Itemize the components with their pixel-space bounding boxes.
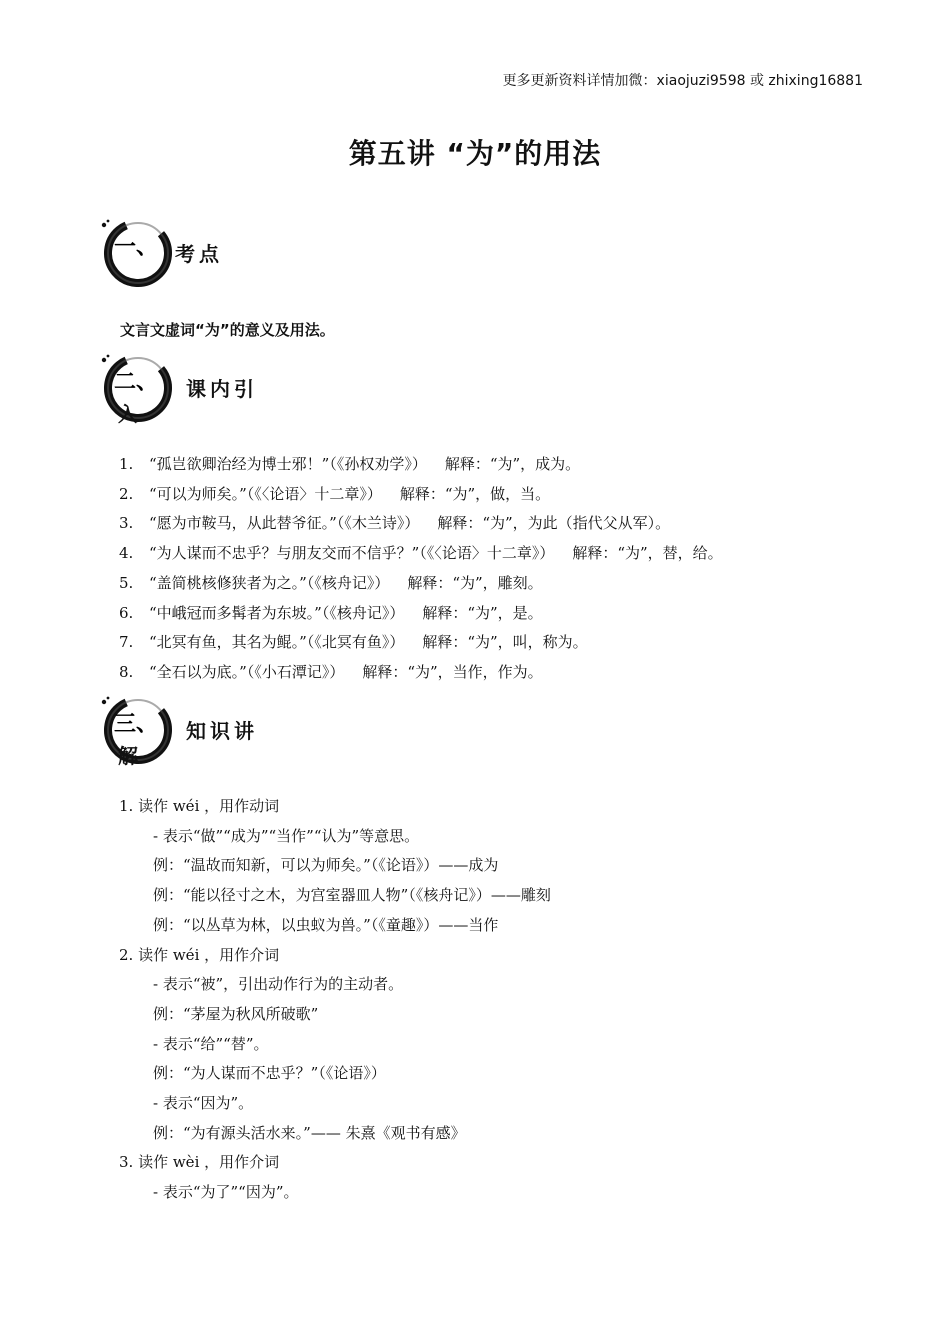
- section-title-overflow: 入: [118, 402, 138, 426]
- list-item: [119, 513, 670, 533]
- header-note: 更多更新资料详情加微：xiaojuzi9598 或 zhixing16881: [502, 73, 863, 89]
- list-item-explanation: 解释：“为”，叫，称为。: [422, 633, 588, 652]
- knowledge-detail-line: - 表示“被”，引出动作行为的主动者。: [153, 975, 404, 994]
- section-title-kaodian: 考点: [175, 242, 223, 266]
- list-item-quote: “为人谋而不忠乎？与朋友交而不信乎？”（《〈论语〉十二章》）: [149, 544, 555, 563]
- list-item: [119, 603, 543, 623]
- section-number: 二、: [114, 370, 159, 395]
- section-badge-3: [98, 694, 182, 778]
- knowledge-detail-line: 例：“以丛草为林，以虫蚁为兽。”（《童趣》）——当作: [153, 915, 499, 934]
- knowledge-detail-line: - 表示“为了”“因为”。: [153, 1183, 299, 1202]
- knowledge-detail-line: 例：“为有源头活水来。”—— 朱熹《观书有感》: [153, 1123, 466, 1142]
- knowledge-heading-line: 3. 读作 wèi ，用作介词: [119, 1153, 280, 1172]
- knowledge-detail-line: 例：“为人谋而不忠乎？”（《论语》）: [153, 1064, 386, 1083]
- list-item-quote: “愿为市鞍马，从此替爷征。”（《木兰诗》）: [149, 514, 420, 533]
- list-item-explanation: 解释：“为”，成为。: [444, 455, 581, 473]
- list-item: [119, 484, 550, 504]
- section-title-zhishi: 知识讲: [186, 719, 258, 743]
- list-item-number: 5.: [119, 573, 134, 592]
- list-item-number: 1.: [119, 455, 134, 473]
- section-number: 三、: [114, 712, 159, 737]
- list-item-explanation: 解释：“为”，雕刻。: [407, 573, 543, 592]
- list-item-number: 7.: [119, 633, 134, 652]
- knowledge-detail-line: - 表示“做”“成为”“当作”“认为”等意思。: [153, 826, 420, 845]
- list-item-explanation: 解释：“为”，是。: [422, 603, 543, 622]
- knowledge-detail-line: 例：“温故而知新，可以为师矣。”（《论语》）——成为: [153, 856, 499, 875]
- list-item-quote: “北冥有鱼，其名为鲲。”（《北冥有鱼》）: [149, 633, 405, 652]
- list-item-quote: “全石以为底。”（《小石潭记》）: [149, 662, 345, 681]
- knowledge-detail-line: 例：“能以径寸之木，为宫室器皿人物”（《核舟记》）——雕刻: [153, 886, 551, 905]
- list-item-explanation: 解释：“为”，替，给。: [572, 544, 723, 563]
- section-number: 一、: [114, 235, 159, 260]
- section-title-overflow: 解: [118, 744, 138, 768]
- section-title-kenei: 课内引: [186, 377, 258, 401]
- list-item-number: 2.: [119, 484, 134, 503]
- list-item: [119, 662, 543, 682]
- list-item: [119, 454, 580, 474]
- list-item-quote: “可以为师矣。”（《〈论语〉十二章》）: [149, 484, 382, 503]
- list-item-number: 4.: [119, 544, 134, 563]
- list-item-number: 3.: [119, 514, 134, 533]
- section-badge-1: [98, 217, 182, 301]
- list-item-quote: “中峨冠而多髯者为东坡。”（《核舟记》）: [149, 603, 405, 622]
- knowledge-heading-line: 1. 读作 wéi ，用作动词: [119, 797, 280, 815]
- list-item-explanation: 解释：“为”，为此（指代父从军）。: [437, 514, 671, 533]
- kaodian-text: 文言文虚词“为”的意义及用法。: [120, 321, 335, 339]
- list-item-number: 6.: [119, 603, 134, 622]
- list-item-number: 8.: [119, 662, 134, 681]
- page-title: 第五讲 “为”的用法: [348, 137, 602, 170]
- list-item-explanation: 解释：“为”，当作，作为。: [362, 662, 543, 681]
- knowledge-heading-line: 2. 读作 wéi ，用作介词: [119, 945, 280, 964]
- list-item-explanation: 解释：“为”，做，当。: [399, 484, 551, 503]
- list-item: [119, 573, 543, 593]
- knowledge-detail-line: - 表示“因为”。: [153, 1094, 254, 1112]
- knowledge-detail-line: 例：“茅屋为秋风所破歌”: [153, 1004, 319, 1023]
- list-item-quote: “孤岂欲卿治经为博士邪！”（《孙权劝学》）: [149, 455, 427, 473]
- section-badge-2: [98, 352, 182, 436]
- list-item-quote: “盖简桃核修狭者为之。”（《核舟记》）: [149, 573, 390, 592]
- knowledge-detail-line: - 表示“给”“替”。: [153, 1034, 269, 1053]
- list-item: [119, 632, 588, 652]
- list-item: [119, 543, 723, 563]
